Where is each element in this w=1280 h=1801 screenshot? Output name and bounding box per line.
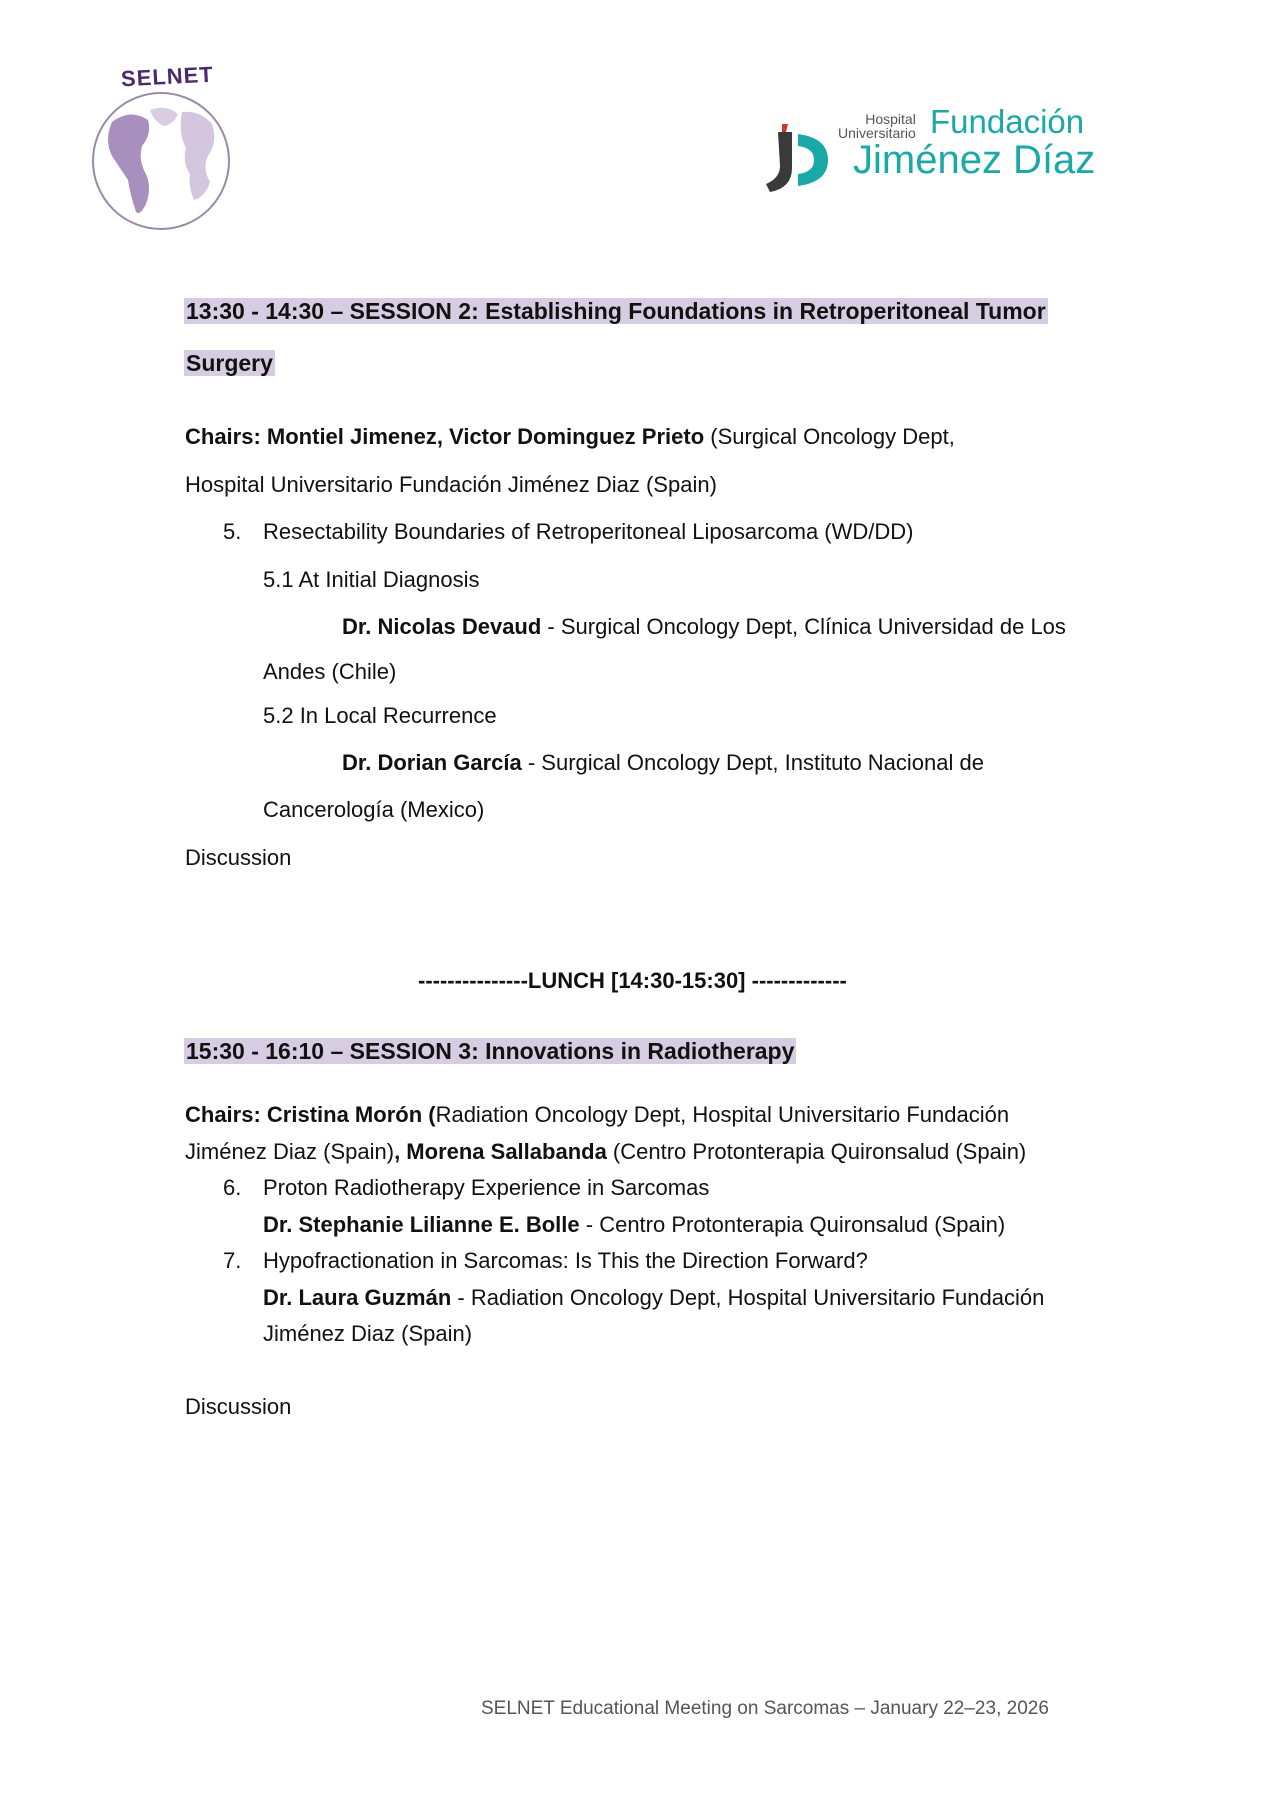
session2-chairs-line2: Hospital Universitario Fundación Jiménez Diaz (Spain) (185, 472, 717, 497)
session3-item7-affil-cont: Jiménez Diaz (Spain) (263, 1321, 473, 1346)
session3-item6-number: 6. (223, 1175, 242, 1200)
session2-item-title: Resectability Boundaries of Retroperitoneal Liposarcoma (WD/DD) (263, 519, 914, 544)
selnet-logo-text: SELNET (120, 61, 215, 92)
session2-sub1: 5.1 At Initial Diagnosis (263, 567, 480, 592)
session2-title-line1: 13:30 - 14:30 – SESSION 2: Establishing Foundations in Retroperitoneal Tumor (186, 298, 1046, 324)
session2-discussion: Discussion (185, 845, 292, 870)
session3-item6-speaker-line: Dr. Stephanie Lilianne E. Bolle - Centro Protonterapia Quironsalud (Spain) (263, 1212, 1006, 1237)
session3-item7-number: 7. (223, 1248, 242, 1273)
session2-item-number: 5. (223, 519, 242, 544)
session2-sub2: 5.2 In Local Recurrence (263, 703, 497, 728)
session3-item6-title: Proton Radiotherapy Experience in Sarcomas (263, 1175, 710, 1200)
lunch-break: ---------------LUNCH [14:30-15:30] ------------- (418, 968, 847, 993)
fjd-logo-fundacion: Fundación (930, 103, 1085, 140)
session2-chairs-line1: Chairs: Montiel Jimenez, Victor Dominguez Prieto (Surgical Oncology Dept, (185, 424, 955, 449)
session3-item7-title: Hypofractionation in Sarcomas: Is This the Direction Forward? (263, 1248, 868, 1273)
session2-sub2-speaker-line: Dr. Dorian García - Surgical Oncology Dept, Instituto Nacional de (342, 750, 984, 775)
session3-item7-speaker-line: Dr. Laura Guzmán - Radiation Oncology Dept, Hospital Universitario Fundación (263, 1285, 1045, 1310)
selnet-globe-logo (90, 90, 232, 232)
session2-sub1-speaker-line: Dr. Nicolas Devaud - Surgical Oncology Dept, Clínica Universidad de Los (342, 614, 1066, 639)
session2-sub2-affil-cont: Cancerología (Mexico) (263, 797, 485, 822)
session3-chairs-line1: Chairs: Cristina Morón (Radiation Oncology Dept, Hospital Universitario Fundación (185, 1102, 1010, 1127)
session2-sub1-affil-cont: Andes (Chile) (263, 659, 397, 684)
session3-discussion: Discussion (185, 1394, 292, 1419)
page-footer: SELNET Educational Meeting on Sarcomas – January 22–23, 2026 (481, 1698, 1049, 1719)
session3-chairs-line2: Jiménez Diaz (Spain), Morena Sallabanda (Centro Protonterapia Quironsalud (Spain) (185, 1139, 1027, 1164)
fjd-logo-small-text: Hospital Universitario (838, 111, 916, 141)
fjd-logo-mark-icon (758, 124, 838, 196)
session3-title: 15:30 - 16:10 – SESSION 3: Innovations in Radiotherapy (186, 1038, 795, 1064)
fjd-logo-name: Jiménez Díaz (853, 138, 1096, 182)
session2-title-line2: Surgery (186, 350, 273, 376)
